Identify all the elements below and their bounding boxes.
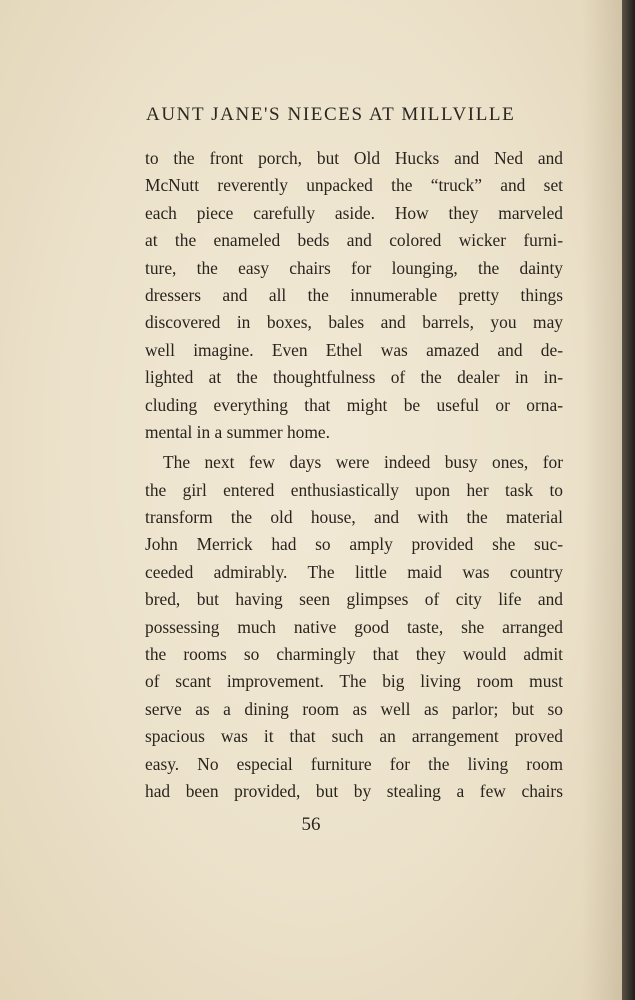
- text-line: easy. No especial furniture for the living room: [145, 753, 563, 774]
- text-line: the girl entered enthusiastically upon her task to: [145, 479, 563, 500]
- text-line: discovered in boxes, bales and barrels, you may: [145, 312, 563, 333]
- text-line: to the front porch, but Old Hucks and Ned and: [145, 148, 563, 168]
- text-line: ture, the easy chairs for lounging, the dainty: [145, 257, 563, 278]
- text-line: transform the old house, and with the material: [145, 507, 563, 528]
- text-line: of scant improvement. The big living room must: [145, 671, 563, 692]
- text-line: at the enameled beds and colored wicker furni-: [145, 230, 563, 251]
- text-line: lighted at the thoughtfulness of the dealer in in-: [145, 367, 563, 388]
- text-line: the rooms so charmingly that they would admit: [145, 644, 563, 665]
- text-line: had been provided, but by stealing a few chairs: [145, 780, 563, 801]
- running-head: AUNT JANE'S NIECES AT MILLVILLE: [146, 104, 516, 125]
- body-text: [145, 145, 563, 805]
- page-edge-shadow: [622, 0, 635, 1000]
- text-line: ceeded admirably. The little maid was country: [145, 561, 563, 582]
- page-number: 56: [301, 814, 321, 835]
- text-line: mental in a summer home.: [145, 421, 330, 442]
- text-line: John Merrick had so amply provided she suc-: [145, 534, 563, 555]
- text-line: spacious was it that such an arrangement proved: [145, 726, 563, 747]
- text-line: well imagine. Even Ethel was amazed and de-: [145, 339, 563, 360]
- text-line: possessing much native good taste, she arranged: [145, 616, 563, 637]
- paragraph: [145, 145, 563, 446]
- text-line: McNutt reverently unpacked the “truck” and set: [145, 175, 563, 196]
- text-line: dressers and all the innumerable pretty things: [145, 284, 563, 305]
- text-line: each piece carefully aside. How they marveled: [145, 202, 563, 223]
- paragraph: [145, 449, 563, 805]
- text-line: The next few days were indeed busy ones, for: [163, 452, 563, 473]
- text-line: serve as a dining room as well as parlor; but so: [145, 698, 563, 719]
- text-line: bred, but having seen glimpses of city life and: [145, 589, 563, 610]
- text-line: cluding everything that might be useful or orna-: [145, 394, 563, 415]
